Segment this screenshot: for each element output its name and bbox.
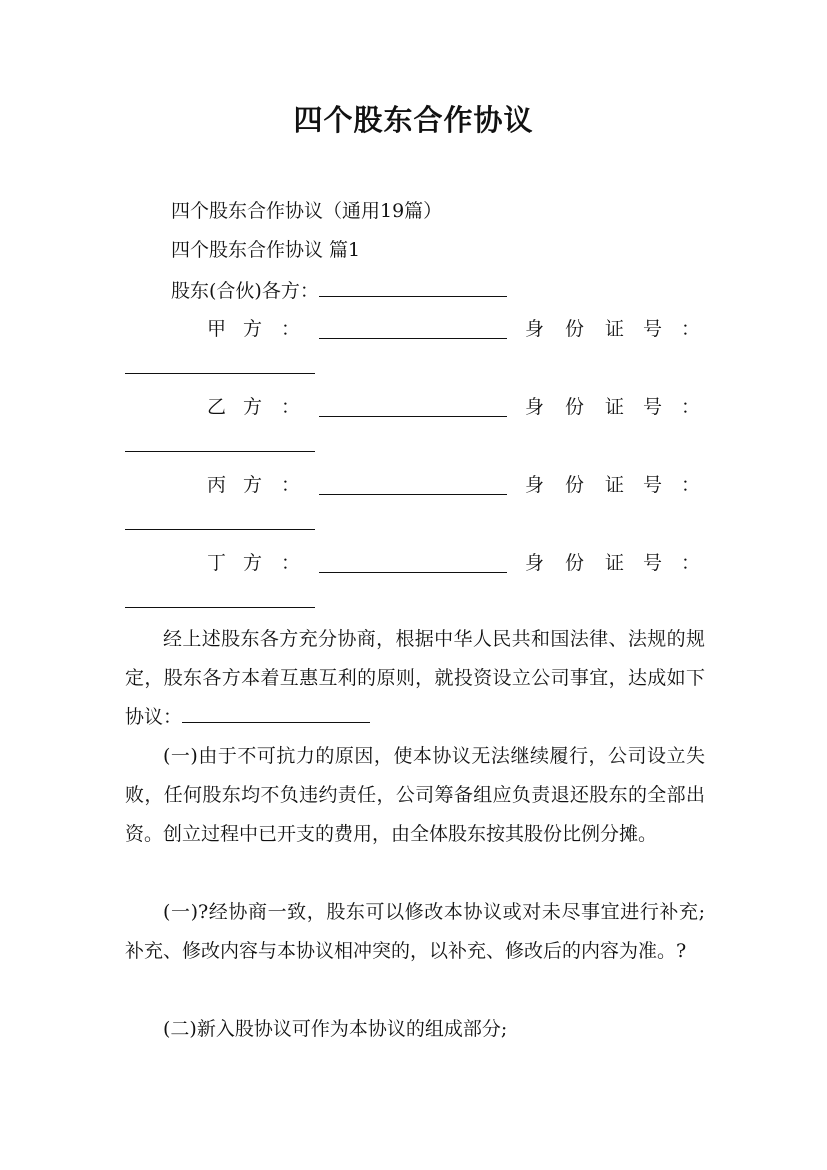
id-label-char: 证 — [605, 318, 625, 340]
id-number-blank[interactable] — [125, 507, 315, 530]
parties-intro-line — [171, 274, 507, 306]
id-label-char: 身 — [525, 552, 545, 574]
id-label-char: 号 — [643, 318, 663, 340]
id-label-char: 号 — [643, 552, 663, 574]
party-row-yi — [125, 388, 705, 466]
parties-intro-label: 股东(合伙)各方： — [171, 280, 319, 302]
document-subtitle: 四个股东合作协议（通用19篇） — [171, 200, 443, 222]
id-number-blank[interactable] — [125, 585, 315, 608]
party-name-blank[interactable] — [319, 550, 507, 573]
party-name-char: 方 — [243, 552, 263, 574]
id-label-char: 份 — [565, 474, 585, 496]
id-label-char: 份 — [565, 318, 585, 340]
id-label-char: 证 — [605, 396, 625, 418]
party-name-char: 方 — [243, 318, 263, 340]
party-name-char: 方 — [243, 474, 263, 496]
id-number-blank[interactable] — [125, 429, 315, 452]
paragraph-clause-1: (一)由于不可抗力的原因，使本协议无法继续履行，公司设立失败，任何股东均不负违约责任，公司筹备组应负责退还股东的全部出资。创立过程中已开支的费用，由全体股东按其股份比例分摊。 — [125, 745, 705, 845]
party-colon: ： — [281, 318, 301, 340]
party-name-blank[interactable] — [319, 472, 507, 495]
id-colon: ： — [681, 318, 701, 340]
document-title: 四个股东合作协议 — [293, 103, 534, 137]
id-label-char: 证 — [605, 552, 625, 574]
party-colon: ： — [281, 552, 301, 574]
id-label-char: 身 — [525, 396, 545, 418]
parties-blank[interactable] — [319, 274, 507, 297]
paragraph-clause-2: (一)?经协商一致，股东可以修改本协议或对未尽事宜进行补充;补充、修改内容与本协议相冲突的，以补充、修改后的内容为准。? — [125, 901, 705, 962]
id-label-char: 份 — [565, 396, 585, 418]
id-label-char: 证 — [605, 474, 625, 496]
party-name-char: 丁 — [207, 552, 227, 574]
party-name-char: 方 — [243, 396, 263, 418]
section-heading: 四个股东合作协议 篇1 — [171, 239, 361, 261]
paragraph-text: 经上述股东各方充分协商，根据中华人民共和国法律、法规的规定，股东各方本着互惠互利的原则，就投资设立公司事宜，达成如下协议： — [125, 628, 705, 728]
id-number-blank[interactable] — [125, 351, 315, 374]
party-colon: ： — [281, 474, 301, 496]
party-name-char: 甲 — [207, 318, 227, 340]
id-label-char: 身 — [525, 318, 545, 340]
paragraph-preamble — [125, 620, 705, 737]
paragraph-clause-3: (二)新入股协议可作为本协议的组成部分; — [163, 1018, 508, 1040]
party-row-jia — [125, 310, 705, 388]
party-name-char: 乙 — [207, 396, 227, 418]
party-row-ding — [125, 544, 705, 622]
party-name-blank[interactable] — [319, 394, 507, 417]
party-name-blank[interactable] — [319, 316, 507, 339]
party-row-bing — [125, 466, 705, 544]
id-colon: ： — [681, 396, 701, 418]
id-label-char: 号 — [643, 396, 663, 418]
id-label-char: 份 — [565, 552, 585, 574]
id-colon: ： — [681, 552, 701, 574]
party-name-char: 丙 — [207, 474, 227, 496]
party-colon: ： — [281, 396, 301, 418]
id-colon: ： — [681, 474, 701, 496]
id-label-char: 身 — [525, 474, 545, 496]
id-label-char: 号 — [643, 474, 663, 496]
agreement-blank[interactable] — [182, 700, 370, 723]
